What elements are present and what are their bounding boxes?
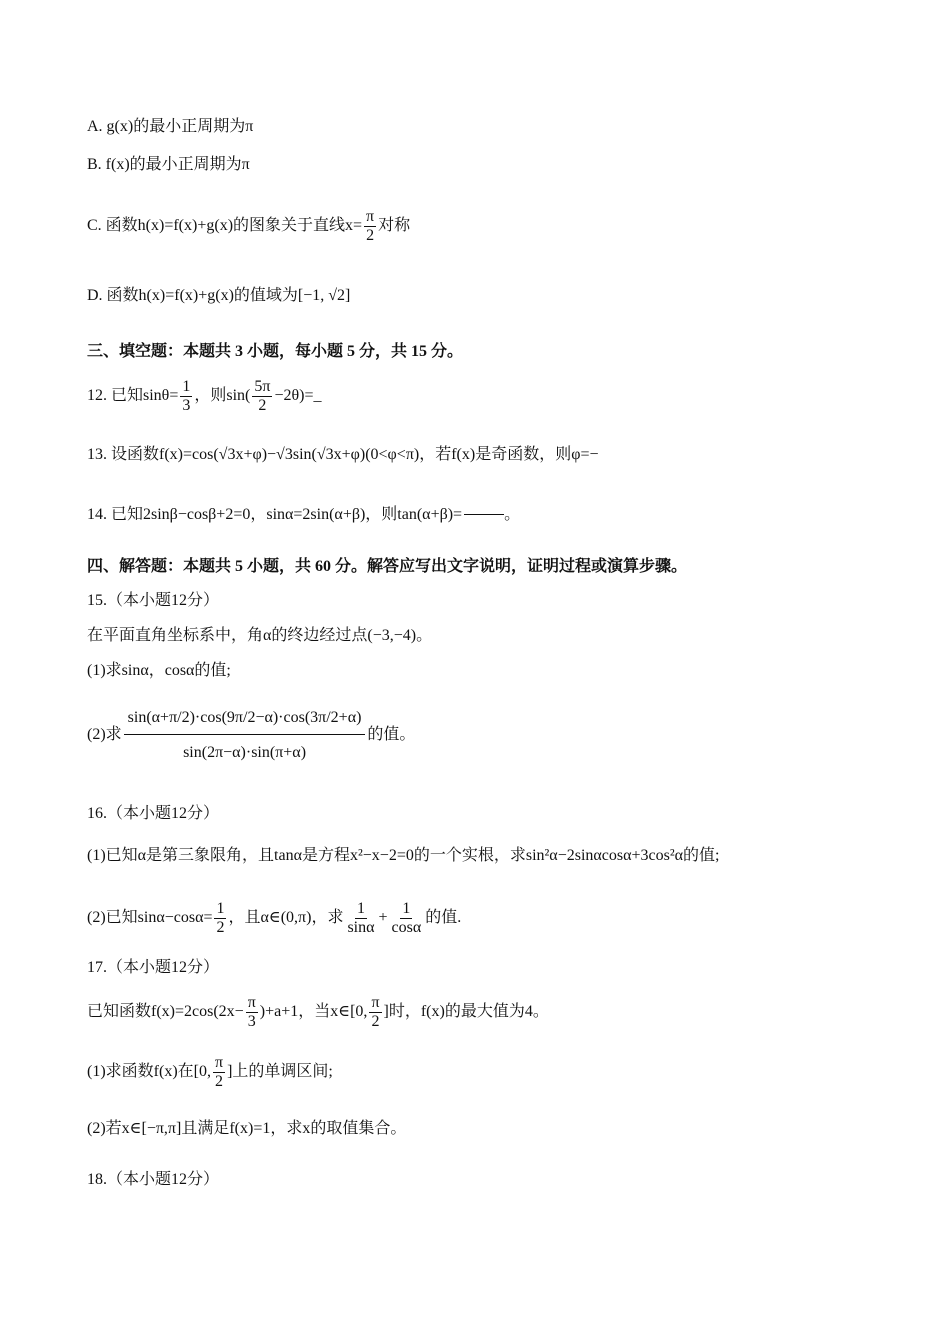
q14-text: 14. 已知2sinβ−cosβ+2=0，sinα=2sin(α+β)，则tan(α+β)= bbox=[87, 506, 463, 523]
option-c-fraction bbox=[364, 208, 376, 245]
fraction-numerator: π bbox=[371, 994, 380, 1011]
q16-p2-text: (2)已知sinα−cosα= bbox=[87, 909, 213, 927]
question-15-part-1: (1)求sinα，cosα的值; bbox=[87, 662, 231, 679]
question-13: 13. 设函数f(x)=cos(√3x+φ)−√3sin(√3x+φ)(0<φ<π)，若f(x)是奇函数，则φ=− bbox=[87, 446, 599, 463]
option-a: A. g(x)的最小正周期为π bbox=[87, 118, 254, 135]
q16-p2-tail: 的值. bbox=[425, 909, 462, 927]
q12-text-mid: ，则sin( bbox=[194, 387, 251, 405]
fraction-numerator: sin(α+π/2)·cos(9π/2−α)·cos(3π/2+α) bbox=[124, 706, 366, 735]
q12-fraction-2 bbox=[252, 378, 272, 415]
q17-stem-text-mid: )+a+1，当x∈[0, bbox=[259, 1003, 368, 1021]
question-18-title: 18.（本小题12分） bbox=[87, 1171, 220, 1188]
q15-p2-tail: 的值。 bbox=[367, 726, 416, 744]
fraction-denominator: 3 bbox=[247, 1013, 256, 1030]
option-c-tail: 对称 bbox=[378, 217, 411, 235]
option-c-text: C. 函数h(x)=f(x)+g(x)的图象关于直线x= bbox=[87, 217, 363, 235]
fraction-numerator: 1 bbox=[402, 900, 411, 917]
question-17-stem bbox=[87, 994, 549, 1031]
fraction-numerator: π bbox=[247, 994, 256, 1011]
fraction-denominator: sinα bbox=[347, 919, 375, 936]
question-17-part-1 bbox=[87, 1054, 333, 1091]
q15-p2-text: (2)求 bbox=[87, 726, 122, 744]
fraction-numerator: π bbox=[366, 208, 375, 225]
question-15-stem: 在平面直角坐标系中，角α的终边经过点(−3,−4)。 bbox=[87, 627, 433, 644]
section-4-heading: 四、解答题：本题共 5 小题，共 60 分。解答应写出文字说明，证明过程或演算步骤。 bbox=[87, 558, 688, 575]
q15-big-fraction bbox=[124, 706, 366, 765]
fraction-numerator: 5π bbox=[254, 378, 271, 395]
question-15-part-2 bbox=[87, 706, 415, 765]
question-14 bbox=[87, 504, 520, 526]
question-15-title: 15.（本小题12分） bbox=[87, 592, 220, 609]
question-16-title: 16.（本小题12分） bbox=[87, 805, 220, 822]
q16-fraction-sin bbox=[345, 900, 376, 937]
q17-fraction bbox=[246, 994, 258, 1031]
q14-text-tail: 。 bbox=[504, 506, 521, 523]
fraction-denominator: cosα bbox=[391, 919, 422, 936]
q16-fraction bbox=[214, 900, 226, 937]
fraction-denominator: 2 bbox=[371, 1013, 380, 1030]
fraction-denominator: 2 bbox=[258, 397, 267, 414]
q12-text: 12. 已知sinθ= bbox=[87, 387, 179, 405]
plus-sign: + bbox=[378, 909, 388, 927]
q17-p1-fraction bbox=[213, 1054, 225, 1091]
fraction-numerator: 1 bbox=[182, 378, 191, 395]
question-17-title: 17.（本小题12分） bbox=[87, 959, 220, 976]
q16-p2-text-mid: ，且α∈(0,π)，求 bbox=[228, 909, 344, 927]
question-12 bbox=[87, 378, 322, 415]
fraction-denominator: 3 bbox=[182, 397, 191, 414]
option-d: D. 函数h(x)=f(x)+g(x)的值域为[−1, √2] bbox=[87, 287, 351, 304]
option-b: B. f(x)的最小正周期为π bbox=[87, 156, 250, 173]
fraction-denominator: 2 bbox=[215, 1073, 224, 1090]
question-16-part-2 bbox=[87, 900, 461, 937]
q17-p1-tail: ]上的单调区间; bbox=[227, 1063, 333, 1081]
fraction-denominator: 2 bbox=[216, 919, 225, 936]
fraction-denominator: sin(2π−α)·sin(π+α) bbox=[183, 744, 307, 761]
fraction-numerator: 1 bbox=[356, 900, 365, 917]
q17-fraction-2 bbox=[369, 994, 381, 1031]
fraction-denominator: 2 bbox=[366, 227, 375, 244]
fraction-numerator: 1 bbox=[216, 900, 225, 917]
q17-p1-text: (1)求函数f(x)在[0, bbox=[87, 1063, 211, 1081]
question-16-part-1: (1)已知α是第三象限角，且tanα是方程x²−x−2=0的一个实根，求sin²α−2sinαcosα+3cos²α的值; bbox=[87, 847, 720, 864]
q12-fraction bbox=[180, 378, 192, 415]
fraction-numerator: π bbox=[214, 1054, 224, 1071]
answer-blank bbox=[464, 514, 504, 515]
question-17-part-2: (2)若x∈[−π,π]且满足f(x)=1，求x的取值集合。 bbox=[87, 1120, 407, 1137]
q12-text-tail: −2θ)=_ bbox=[274, 387, 322, 405]
q16-fraction-cos bbox=[390, 900, 424, 937]
q17-stem-text: 已知函数f(x)=2cos(2x− bbox=[87, 1003, 244, 1021]
q17-stem-tail: ]时，f(x)的最大值为4。 bbox=[383, 1003, 549, 1021]
option-c bbox=[87, 208, 410, 245]
section-3-heading: 三、填空题：本题共 3 小题，每小题 5 分，共 15 分。 bbox=[87, 343, 464, 360]
